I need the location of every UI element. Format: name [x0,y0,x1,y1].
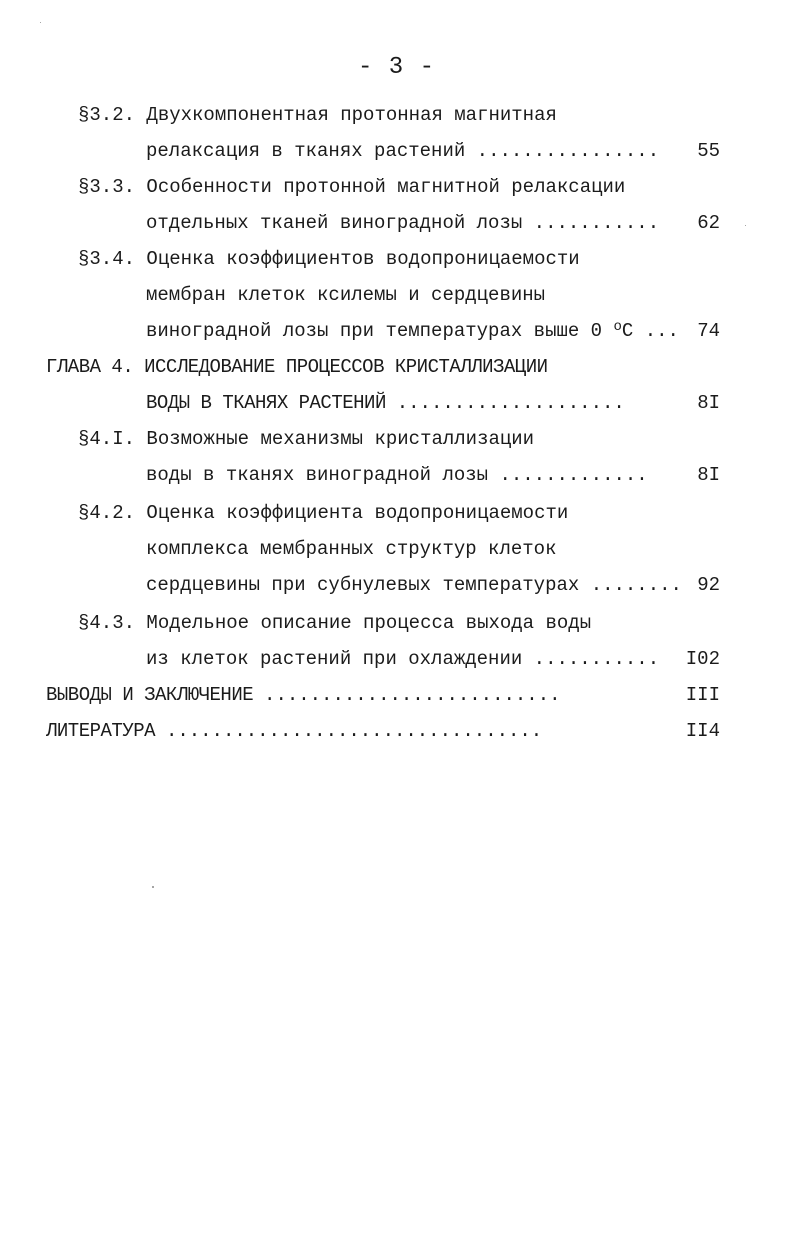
scan-speck [40,22,41,23]
leader-dots: ... [644,320,679,342]
leader-dots: ................ [476,140,660,162]
toc-entry-4-1-line-1 [78,422,534,456]
toc-entry-4-3-line-1 [78,606,591,640]
entry-title: Возможные механизмы кристаллизации [146,428,535,450]
leader-dots: .......................... [264,684,561,706]
section-number: §3.3. [78,176,136,198]
degree-sign: o [613,319,622,335]
entry-title: релаксация в тканях растений [146,140,466,162]
toc-entry-4-2-line-1 [78,496,568,530]
temperature-unit: $^o$C [613,319,634,342]
entry-title: виноградной лозы при температурах выше 0 [146,320,603,342]
leader-dots: ................................. [165,720,543,742]
entry-title: мембран клеток ксилемы и сердцевины [146,284,546,306]
toc-conclusions [46,678,561,712]
entry-title: Модельное описание процесса выхода воды [146,612,592,634]
toc-entry-3-4-line-1 [78,242,580,276]
chapter-number: ГЛАВА 4. [46,356,134,378]
toc-entry-3-2-line-2 [146,134,659,168]
section-number: §4.2. [78,502,136,524]
page-reference: 74 [697,320,720,342]
entry-title: воды в тканях виноградной лозы [146,464,489,486]
page-reference: II4 [685,720,720,742]
entry-title: Особенности протонной магнитной релаксации [146,176,626,198]
section-number: §4.I. [78,428,136,450]
toc-entry-4-2-line-3 [146,568,682,602]
section-number: §3.4. [78,248,136,270]
leader-dots: ........ [590,574,682,596]
leader-dots: .................... [396,392,625,414]
toc-entry-4-2-line-2 [146,532,556,566]
toc-chapter-4-line-2 [146,386,625,420]
toc-entry-3-3-line-1 [78,170,625,204]
page-reference: 62 [697,212,720,234]
chapter-title: ВОДЫ В ТКАНЯХ РАСТЕНИЙ [146,392,386,414]
entry-title: из клеток растений при охлаждении [146,648,523,670]
section-number: §3.2. [78,104,136,126]
leader-dots: ........... [533,212,660,234]
page-reference: 8I [697,464,720,486]
page-reference: I02 [685,648,720,670]
entry-title: ВЫВОДЫ И ЗАКЛЮЧЕНИЕ [46,684,254,706]
toc-references [46,714,542,748]
leader-dots: ........... [533,648,660,670]
toc-entry-3-4-line-2 [146,278,545,312]
toc-entry-3-4-line-3 [146,314,679,348]
entry-title: комплекса мембранных структур клеток [146,538,557,560]
section-number: §4.3. [78,612,136,634]
toc-entry-3-2-line-1 [78,98,557,132]
page-reference: 55 [697,140,720,162]
toc-entry-4-1-line-2 [146,458,648,492]
entry-title: ЛИТЕРАТУРА [46,720,156,742]
scan-speck [152,886,154,888]
scan-speck [745,225,746,226]
page-reference: III [685,684,720,706]
toc-entry-4-3-line-2 [146,642,659,676]
toc-entry-3-3-line-2 [146,206,659,240]
entry-title: Оценка коэффициента водопроницаемости [146,502,569,524]
page-reference: 8I [697,392,720,414]
page-reference: 92 [697,574,720,596]
entry-title: сердцевины при субнулевых температурах [146,574,580,596]
entry-title: Двухкомпонентная протонная магнитная [146,104,557,126]
entry-title: отдельных тканей виноградной лозы [146,212,523,234]
toc-chapter-4-line-1 [46,350,548,384]
chapter-title: ИССЛЕДОВАНИЕ ПРОЦЕССОВ КРИСТАЛЛИЗАЦИИ [144,356,548,378]
leader-dots: ............. [499,464,648,486]
page-number: - 3 - [357,54,435,81]
entry-title: Оценка коэффициентов водопроницаемости [146,248,580,270]
